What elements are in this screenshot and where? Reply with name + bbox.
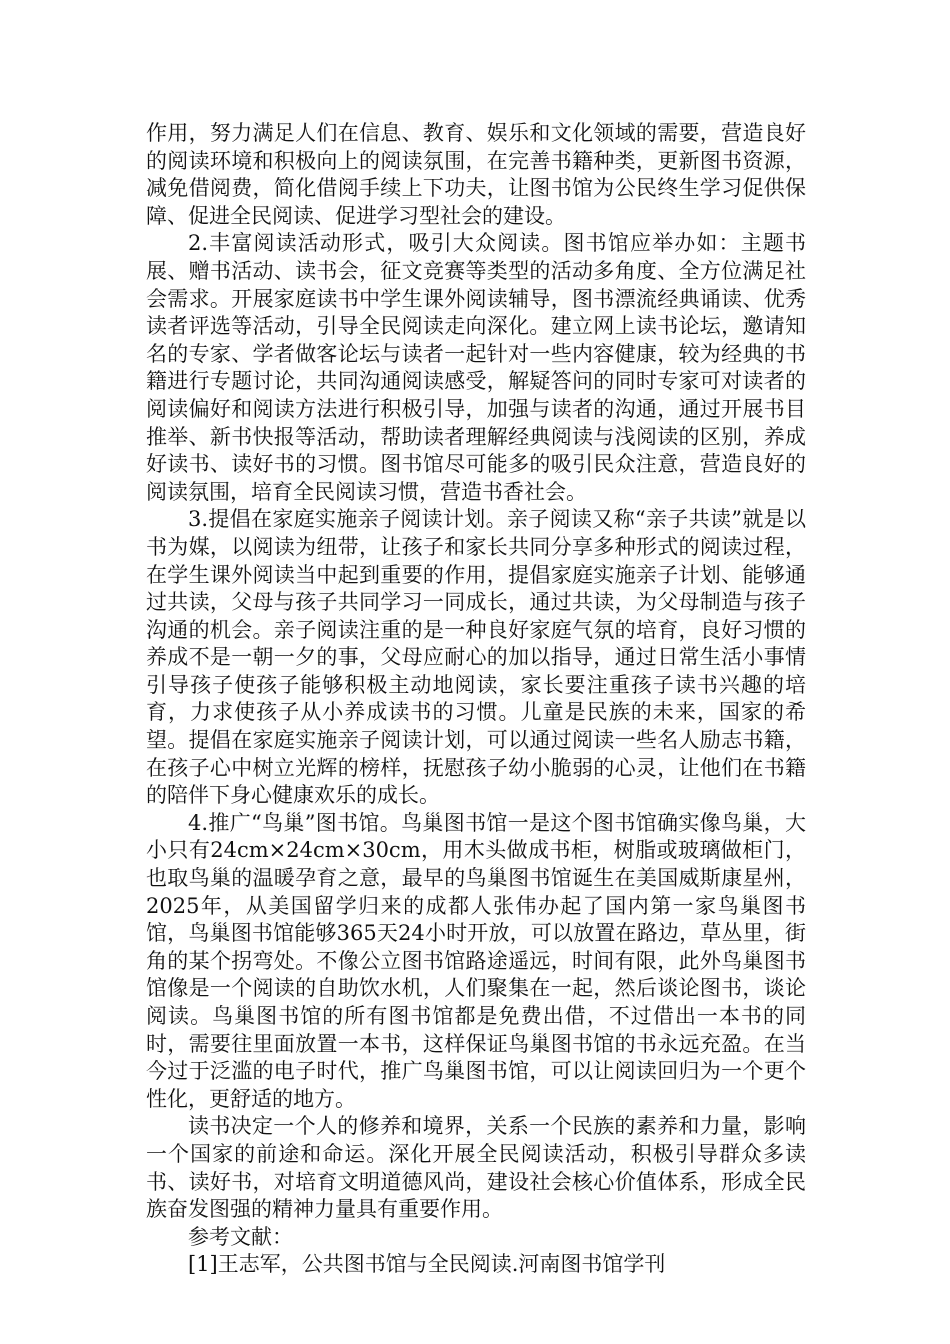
paragraph-reading-activities: 2.丰富阅读活动形式，吸引大众阅读。图书馆应举办如：主题书展、赠书活动、读书会，征文竞赛等类型的活动多角度、全方位满足社会需求。开展家庭读书中学生课外阅读辅导，图书漂流经典诵读、优秀读者评选等活动，引导全民阅读走向深化。建立网上读书论坛，邀请知名的专家、学者做客论坛与读者一起针对一些内容健康，较为经典的书籍进行专题讨论，共同沟通阅读感受，解疑答问的同时专家可对读者的阅读偏好和阅读方法进行积极引导，加强与读者的沟通，通过开展书目推举、新书快报等活动，帮助读者理解经典阅读与浅阅读的区别，养成好读书、读好书的习惯。图书馆尽可能多的吸引民众注意，营造良好的阅读氛围，培育全民阅读习惯，营造书香社会。 — [146, 231, 806, 504]
document-body — [146, 120, 806, 1279]
paragraph-continuation: 作用，努力满足人们在信息、教育、娱乐和文化领域的需要，营造良好的阅读环境和积极向上的阅读氛围，在完善书籍种类，更新图书资源，减免借阅费，简化借阅手续上下功夫，让图书馆为公民终生学习促供保障、促进全民阅读、促进学习型社会的建设。 — [146, 121, 806, 228]
paragraph-nest-library: 4.推广“鸟巢”图书馆。鸟巢图书馆一是这个图书馆确实像鸟巢，大小只有24cm×24cm×30cm，用木头做成书柜，树脂或玻璃做柜门，也取鸟巢的温暖孕育之意，最早的鸟巢图书馆诞生在美国威斯康星州，2025年，从美国留学归来的成都人张伟办起了国内第一家鸟巢图书馆，鸟巢图书馆能够365天24小时开放，可以放置在路边，草丛里，街角的某个拐弯处。不像公立图书馆路途遥远，时间有限，此外鸟巢图书馆像是一个阅读的自助饮水机，人们聚集在一起，然后谈论图书，谈论阅读。鸟巢图书馆的所有图书馆都是免费出借，不过借出一本书的同时，需要往里面放置一本书，这样保证鸟巢图书馆的书永远充盈。在当今过于泛滥的电子时代，推广鸟巢图书馆，可以让阅读回归为一个更个性化，更舒适的地方。 — [146, 810, 806, 1111]
references-heading: 参考文献： — [188, 1224, 293, 1249]
paragraph-parent-child-reading: 3.提倡在家庭实施亲子阅读计划。亲子阅读又称“亲子共读”就是以书为媒，以阅读为纽带，让孩子和家长共同分享多种形式的阅读过程，在学生课外阅读当中起到重要的作用，提倡家庭实施亲子计划、能够通过共读，父母与孩子共同学习一同成长，通过共读，为父母制造与孩子沟通的机会。亲子阅读注重的是一种良好家庭气氛的培育，良好习惯的养成不是一朝一夕的事，父母应耐心的加以指导，通过日常生活小事情引导孩子使孩子能够积极主动地阅读，家长要注重孩子读书兴趣的培育，力求使孩子从小养成读书的习惯。儿童是民族的未来，国家的希望。提倡在家庭实施亲子阅读计划，可以通过阅读一些名人励志书籍，在孩子心中树立光辉的榜样，抚慰孩子幼小脆弱的心灵，让他们在书籍的陪伴下身心健康欢乐的成长。 — [146, 507, 806, 808]
paragraph-conclusion: 读书决定一个人的修养和境界，关系一个民族的素养和力量，影响一个国家的前途和命运。深化开展全民阅读活动，积极引导群众多读书、读好书，对培育文明道德风尚，建设社会核心价值体系，形成全民族奋发图强的精神力量具有重要作用。 — [146, 1114, 806, 1222]
reference-item: [1]王志军，公共图书馆与全民阅读.河南图书馆学刊 — [188, 1252, 666, 1277]
